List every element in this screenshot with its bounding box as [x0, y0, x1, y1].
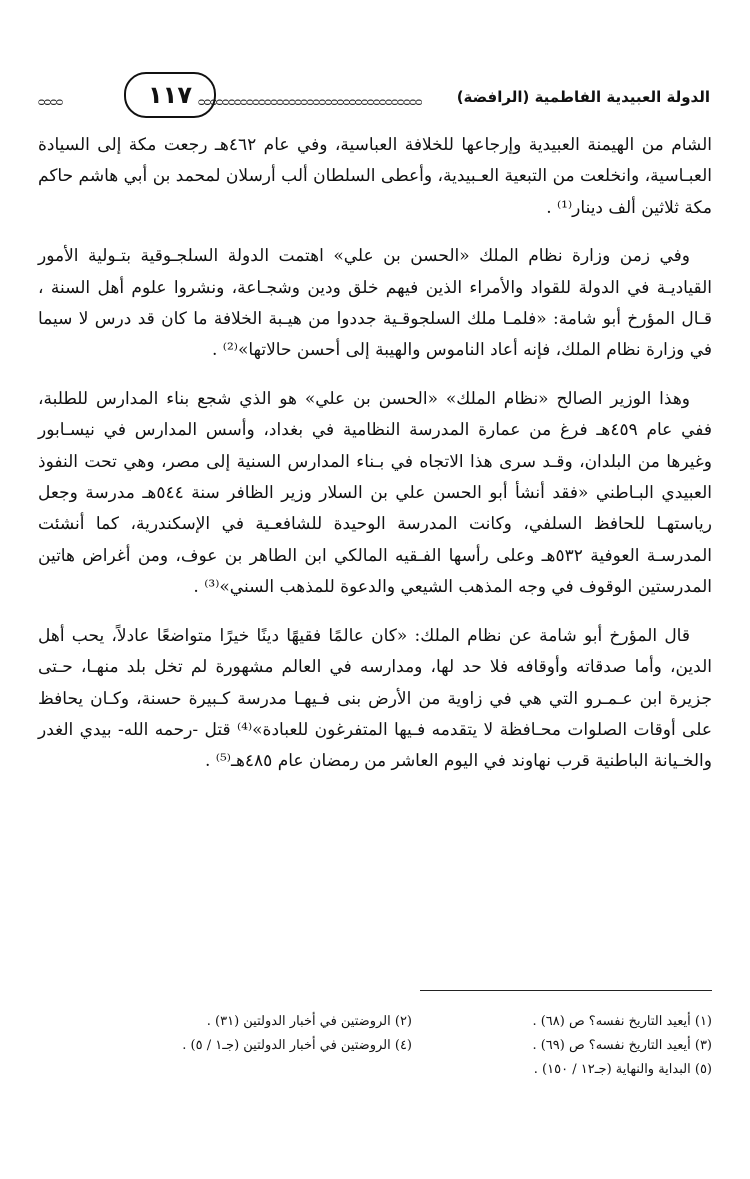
paragraph: وهذا الوزير الصالح «نظام الملك» «الحسن بن علي» هو الذي شجع بناء المدارس للطلبة، ففي عام ٤٥٩هـ فرغ من عمارة المدرسة النظامية في بغداد، وأسس المدارس في نيسـابور وغيرها من البلدان، وقـد سرى هذا الاتجاه في بـناء المدارس السنية إلى مصر، وهي تحت النفوذ العبيدي البـاطني «فقد أنشأ أبو الحسن علي بن السلار وزير الظافر سنة ٥٤٤هـ مدرسة وجعل رياستهـا للحافظ السلفي، وكانت المدرسة الوحيدة للشافعـية في الإسكندرية، كما أنشئت المدرسـة العوفية ٥٣٢هـ وعلى رأسها الفـقيه المالكي ابن الطاهر بن عوف، ومن أغراض هاتين المدرستين الوقوف في وجه المذهب الشيعي والدعوة للمذهب السني»⁽³⁾ .: [38, 388, 712, 598]
paragraph: وفي زمن وزارة نظام الملك «الحسن بن علي» اهتمت الدولة السلجـوقية بتـولية الأمور القياديـة في الدولة للقواد والأمراء الذين فيهم خلق ودين وشجـاعة، ونشروا علوم أهل السنة ، قـال المؤرخ أبو شامة: «فلمـا ملك السلجوقـية جددوا من هيـبة الخلافة ما كان قد درس لا سيما في وزارة نظام الملك، فإنه أعاد الناموس والهيبة إلى أحسن حالاتها»⁽²⁾ .: [38, 246, 712, 361]
paragraph: الشام من الهيمنة العبيدية وإرجاعها للخلافة العباسية، وفي عام ٤٦٢هـ رجعت مكة إلى السيادة العبـاسية، وانخلعت من التبعية العـبيدية، وأعطى السلطان ألب أرسلان لمحمد بن أبي هاشم حاكم مكة ثلاثين ألف دينار⁽¹⁾ .: [38, 135, 712, 218]
header-ornament-small: ᴑᴑᴑᴑ: [38, 94, 63, 107]
header-ornament: ᴑᴑᴑᴑᴑᴑᴑᴑᴑᴑᴑᴑᴑᴑᴑᴑᴑᴑᴑᴑᴑᴑᴑᴑᴑᴑᴑᴑᴑᴑᴑᴑᴑᴑᴑᴑᴑ: [198, 94, 422, 107]
footnote: (٢) الروضتين في أخبار الدولتين (٣١) .: [206, 1014, 412, 1029]
header-title: الدولة العبيدية الفاطمية (الرافضة): [456, 88, 710, 106]
page-number: ١١٧: [148, 81, 192, 109]
footnote: (٣) أيعيد التاريخ نفسه؟ ص (٦٩) .: [532, 1038, 712, 1053]
main-text: [38, 130, 712, 778]
footnotes: [38, 1010, 712, 1100]
running-header: [38, 70, 710, 122]
footnote-separator: [420, 990, 712, 991]
footnotes-column-right: [472, 1010, 712, 1082]
footnotes-column-left: [112, 1010, 412, 1058]
paragraph: قال المؤرخ أبو شامة عن نظام الملك: «كان عالمًا فقيهًا دينًا خيرًا متواضعًا عادلاً، يحب أهل الدين، وأما صدقاته وأوقافه فلا حد لها، ومدارسه في العالم مشهورة لم تخل بلد منهـا، حـتى جزيرة ابن عـمـرو التي هي في زاوية من الأرض بنى فـيهـا مدرسة كـبيرة حسنة، وكـان يحافظ على أوقات الصلوات محـافظة لا يتقدمه فـيها المتفرغون للعبادة»⁽⁴⁾ قتل -رحمه الله- بيدي الغدر والخـيانة الباطنية قرب نهاوند في اليوم العاشر من رمضان عام ٤٨٥هـ⁽⁵⁾ .: [38, 625, 713, 772]
page-number-frame: [124, 72, 216, 118]
footnote: (٤) الروضتين في أخبار الدولتين (جـ١ / ٥) .: [182, 1038, 412, 1053]
footnote: (٥) البداية والنهاية (جـ١٢ / ١٥٠) .: [533, 1062, 712, 1077]
footnote: (١) أيعيد التاريخ نفسه؟ ص (٦٨) .: [532, 1014, 712, 1029]
